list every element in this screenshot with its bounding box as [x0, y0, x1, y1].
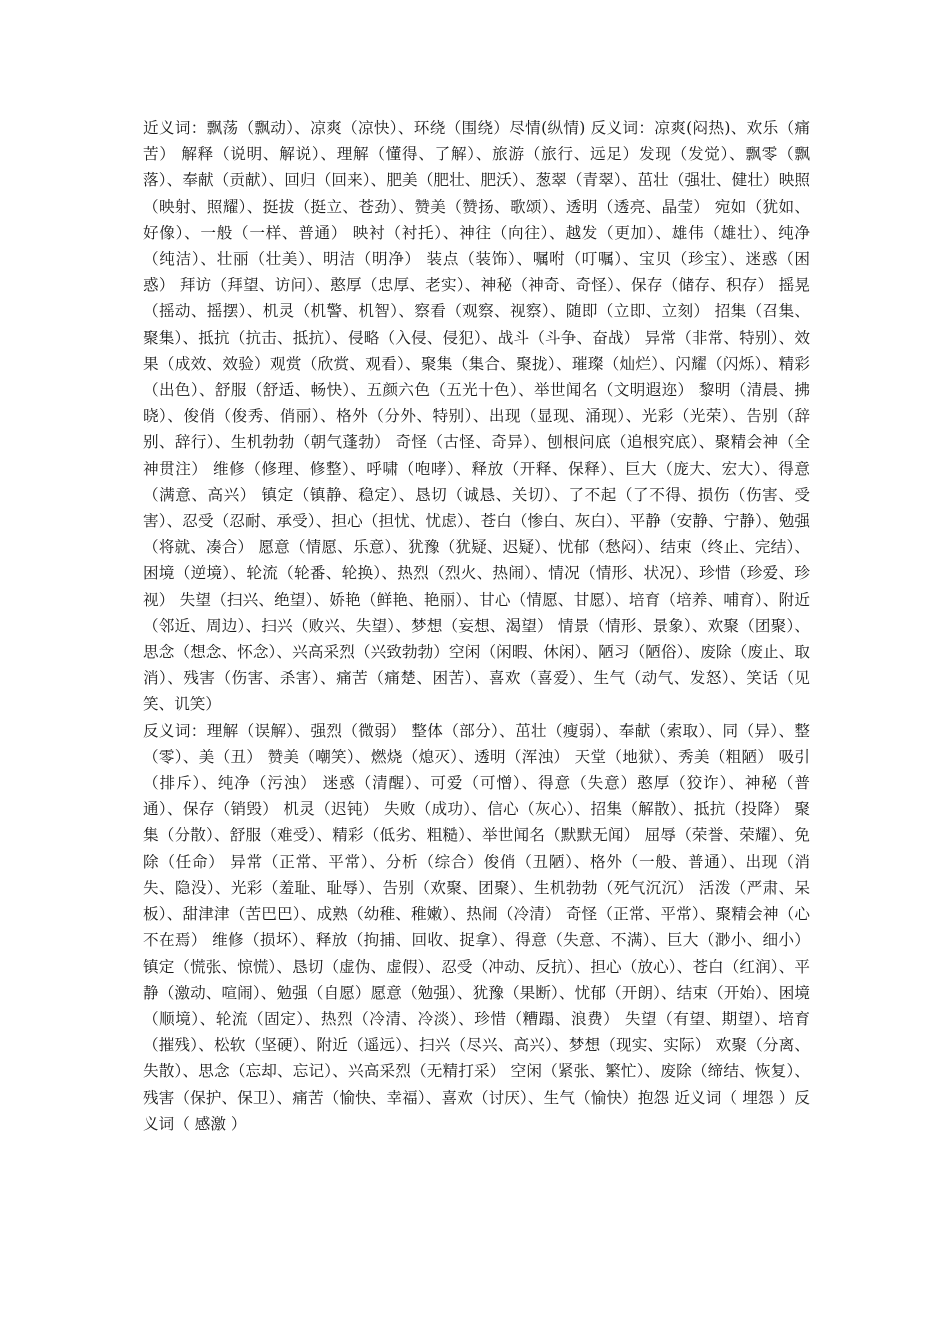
antonyms-paragraph: 反义词：理解（误解）、强烈（微弱） 整体（部分）、茁壮（瘦弱）、奉献（索取）、同（异）、整（零）、美（丑） 赞美（嘲笑）、燃烧（熄灭）、透明（浑浊） 天堂（地狱）、秀美（粗陋） 吸引（排斥）、纯净（污浊） 迷惑（清醒）、可爱（可憎）、得意（失意）憨厚（狡诈）、神秘（普通）、保存（销毁） 机灵（迟钝） 失败（成功）、信心（灰心）、招集（解散）、抵抗（投降） 聚集（分散）、舒服（难受）、精彩（低劣、粗糙）、举世闻名（默默无闻） 屈辱（荣誉、荣耀）、免除（任命） 异常（正常、平常）、分析（综合）俊俏（丑陋）、格外（一般、普通）、出现（消失、隐没）、光彩（羞耻、耻辱）、告别（欢聚、团聚）、生机勃勃（死气沉沉） 活泼（严肃、呆板）、甜津津（苦巴巴）、成熟（幼稚、稚嫩）、热闹（冷清） 奇怪（正常、平常）、聚精会神（心不在焉） 维修（损坏）、释放（拘捕、回收、捉拿）、得意（失意、不满）、巨大（渺小、细小） 镇定（慌张、惊慌）、恳切（虚伪、虚假）、忍受（冲动、反抗）、担心（放心）、苍白（红润）、平静（激动、喧闹）、勉强（自愿）愿意（勉强）、犹豫（果断）、忧郁（开朗）、结束（开始）、困境（顺境）、轮流（固定）、热烈（冷清、冷淡）、珍惜（糟蹋、浪费） 失望（有望、期望）、培育（摧残）、松软（坚硬）、附近（遥远）、扫兴（尽兴、高兴）、梦想（现实、实际） 欢聚（分离、失散）、思念（忘却、忘记）、兴高采烈（无精打采） 空闲（紧张、繁忙）、废除（缔结、恢复）、残害（保护、保卫）、痛苦（愉快、幸福）、喜欢（讨厌）、生气（愉快）抱怨 近义词（ 埋怨 ）反义词（ 感激 ） [143, 721, 810, 1133]
synonyms-paragraph: 近义词：飘荡（飘动）、凉爽（凉快）、环绕（围绕）尽情(纵情) 反义词：凉爽(闷热)、欢乐（痛苦） 解释（说明、解说）、理解（懂得、了解）、旅游（旅行、远足）发现（发觉）、飘零（飘落）、奉献（贡献）、回归（回来）、肥美（肥壮、肥沃）、葱翠（青翠）、茁壮（强壮、健壮）映照（映射、照耀）、挺拔（挺立、苍劲）、赞美（赞扬、歌颂）、透明（透亮、晶莹） 宛如（犹如、好像）、一般（一样、普通） 映衬（衬托）、神往（向往）、越发（更加）、雄伟（雄壮）、纯净（纯洁）、壮丽（壮美）、明洁（明净） 装点（装饰）、嘱咐（叮嘱）、宝贝（珍宝）、迷惑（困惑） 拜访（拜望、访问）、憨厚（忠厚、老实）、神秘（神奇、奇怪）、保存（储存、积存） 摇晃（摇动、摇摆）、机灵（机警、机智）、察看（观察、视察）、随即（立即、立刻） 招集（召集、聚集）、抵抗（抗击、抵抗）、侵略（入侵、侵犯）、战斗（斗争、奋战） 异常（非常、特别）、效果（成效、效验）观赏（欣赏、观看）、聚集（集合、聚拢）、璀璨（灿烂）、闪耀（闪烁）、精彩（出色）、舒服（舒适、畅快）、五颜六色（五光十色）、举世闻名（文明遐迩） 黎明（清晨、拂晓）、俊俏（俊秀、俏丽）、格外（分外、特别）、出现（显现、涌现）、光彩（光荣）、告别（辞别、辞行）、生机勃勃（朝气蓬勃） 奇怪（古怪、奇异）、刨根问底（追根究底）、聚精会神（全神贯注） 维修（修理、修整）、呼啸（咆哮）、释放（开释、保释）、巨大（庞大、宏大）、得意（满意、高兴） 镇定（镇静、稳定）、恳切（诚恳、关切）、了不起（了不得、损伤（伤害、受害）、忍受（忍耐、承受）、担心（担忧、忧虑）、苍白（惨白、灰白）、平静（安静、宁静）、勉强（将就、凑合） 愿意（情愿、乐意）、犹豫（犹疑、迟疑）、忧郁（愁闷）、结束（终止、完结）、困境（逆境）、轮流（轮番、轮换）、热烈（烈火、热闹）、情况（情形、状况）、珍惜（珍爱、珍视） 失望（扫兴、绝望）、娇艳（鲜艳、艳丽）、甘心（情愿、甘愿）、培育（培养、哺育）、附近（邻近、周边）、扫兴（败兴、失望）、梦想（妄想、渴望） 情景（情形、景象）、欢聚（团聚）、思念（想念、怀念）、兴高采烈（兴致勃勃）空闲（闲暇、休闲）、陋习（陋俗）、废除（废止、取消）、残害（伤害、杀害）、痛苦（痛楚、困苦）、喜欢（喜爱）、生气（动气、发怒）、笑话（见笑、讥笑） [143, 119, 810, 714]
document-page [143, 115, 810, 1137]
